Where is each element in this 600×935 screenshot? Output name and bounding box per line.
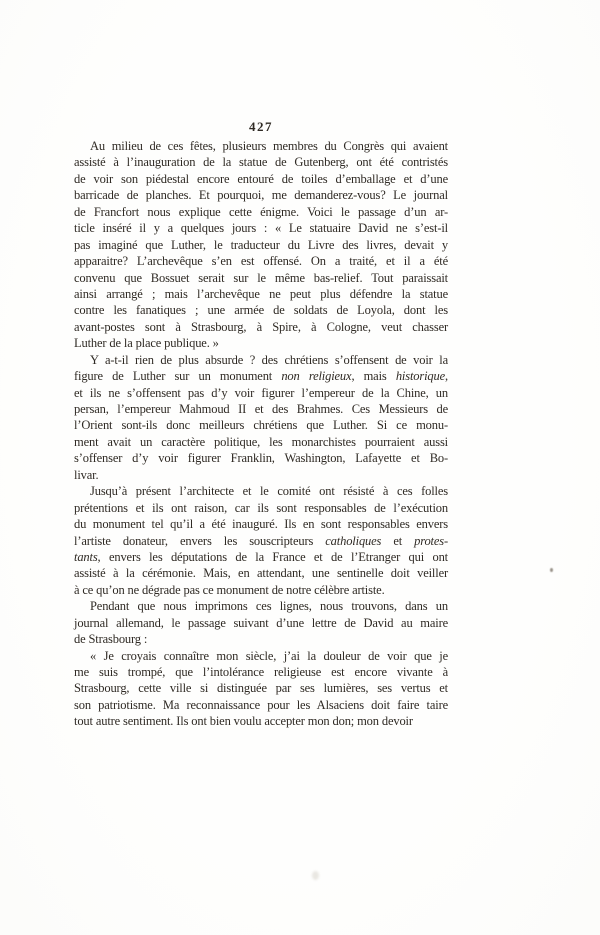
text-line xyxy=(74,237,448,253)
text-segment: contre les fanatiques ; une armée de soldats de Loyola, dont les xyxy=(74,303,448,318)
text-segment: figure de Luther sur un monument xyxy=(74,369,282,384)
text-line xyxy=(74,335,448,351)
text-segment: livar. xyxy=(74,467,99,482)
text-segment: barricade de planches. Et pourquoi, me demanderez-vous? Le journal xyxy=(74,188,448,203)
text-line xyxy=(74,648,448,664)
paragraph xyxy=(74,352,448,484)
text-line xyxy=(74,434,448,450)
italic-text-segment: protes- xyxy=(414,533,448,548)
paragraph xyxy=(74,648,448,730)
text-segment: et ils ne s’offensent pas d’y voir figurer l’empereur de la Chine, un xyxy=(74,385,448,400)
text-line xyxy=(74,582,448,598)
text-segment: , xyxy=(445,369,448,384)
text-line xyxy=(74,286,448,302)
text-segment: pas imaginé que Luther, le traducteur du Livre des livres, devait y xyxy=(74,237,448,252)
text-line xyxy=(74,154,448,170)
text-segment: convenu que Bossuet serait sur le même bas-relief. Tout paraissait xyxy=(74,270,448,285)
text-segment: journal allemand, le passage suivant d’une lettre de David au maire xyxy=(74,615,448,630)
text-segment: l’Orient sont-ils donc meilleurs chrétiens que Luther. Si ce monu- xyxy=(74,418,448,433)
text-line xyxy=(74,549,448,565)
text-segment: de Francfort nous explique cette énigme. Voici le passage d’un ar- xyxy=(74,204,448,219)
text-segment: Au milieu de ces fêtes, plusieurs membres du Congrès qui avaient xyxy=(90,139,448,153)
text-line xyxy=(74,697,448,713)
text-line xyxy=(74,171,448,187)
text-line xyxy=(74,713,448,729)
text-segment: persan, l’empereur Mahmoud II et des Brahmes. Ces Messieurs de xyxy=(74,402,448,416)
text-line xyxy=(74,138,448,154)
text-segment: ainsi arrangé ; mais l’archevêque ne peut plus défendre la statue xyxy=(74,286,448,301)
text-segment: ticle inséré il y a quelques jours : « Le statuaire David ne s’est-il xyxy=(74,221,448,236)
text-line xyxy=(74,220,448,236)
text-segment: Y a-t-il rien de plus absurde ? des chrétiens s’offensent de voir la xyxy=(90,352,448,367)
page-number: 427 xyxy=(249,119,273,134)
text-line xyxy=(74,483,448,499)
text-line xyxy=(74,187,448,203)
text-segment: Jusqu’à présent l’architecte et le comité ont résisté à ces folles xyxy=(90,484,448,499)
text-segment: me suis trompé, que l’intolérance religieuse est encore vivante à xyxy=(74,665,448,679)
text-segment: à ce qu’on ne dégrade pas ce monument de notre célèbre artiste. xyxy=(74,582,385,597)
paragraph xyxy=(74,598,448,647)
text-line xyxy=(74,598,448,614)
text-segment: envers les députations de la France et de l’Etranger qui ont xyxy=(100,549,448,564)
text-line xyxy=(74,680,448,696)
text-segment: prétentions et ils ont raison, car ils sont responsables de l’exécution xyxy=(74,500,448,515)
text-line xyxy=(74,270,448,286)
text-line xyxy=(74,516,448,532)
text-segment: son patriotisme. Ma reconnaissance pour les Alsaciens doit faire taire xyxy=(74,697,448,712)
text-segment: de voir son piédestal encore entouré de toiles d’emballage et d’une xyxy=(74,171,448,186)
text-line xyxy=(74,533,448,549)
text-segment: l’artiste donateur, envers les souscripteurs xyxy=(74,533,326,548)
italic-text-segment: catholiques xyxy=(325,533,382,548)
text-segment: tout autre sentiment. Ils ont bien voulu accepter mon don; mon devoir xyxy=(74,714,413,729)
text-segment: s’offenser d’y voir figurer Franklin, Washington, Lafayette et Bo- xyxy=(74,451,448,466)
paragraph xyxy=(74,483,448,598)
text-line xyxy=(74,500,448,516)
text-segment: du monument tel qu’il a été inauguré. Ils en sont responsables envers xyxy=(74,517,448,532)
text-line xyxy=(74,615,448,631)
text-block xyxy=(74,138,448,730)
text-line xyxy=(74,319,448,335)
text-segment: Pendant que nous imprimons ces lignes, nous trouvons, dans un xyxy=(90,599,448,614)
italic-text-segment: tants, xyxy=(74,549,101,564)
text-line xyxy=(74,450,448,466)
text-segment: , mais xyxy=(351,369,396,384)
text-segment: assisté à l’inauguration de la statue de Gutenberg, ont été contristés xyxy=(74,155,448,170)
text-line xyxy=(74,467,448,483)
text-line xyxy=(74,253,448,269)
text-line xyxy=(74,417,448,433)
text-segment: assisté à la cérémonie. Mais, en attendant, une sentinelle doit veiller xyxy=(74,566,448,581)
text-line xyxy=(74,565,448,581)
text-line xyxy=(74,631,448,647)
text-segment: et xyxy=(381,533,415,548)
text-segment: apparaitre? L’archevêque s’en est offensé. On a traité, et il a été xyxy=(74,254,448,269)
italic-text-segment: non religieux xyxy=(281,369,352,384)
scan-speck xyxy=(550,568,553,572)
text-line xyxy=(74,385,448,401)
text-segment: de Strasbourg : xyxy=(74,632,148,647)
italic-text-segment: historique xyxy=(395,369,446,384)
text-segment: Strasbourg, cette ville si distinguée par ses lumières, ses vertus et xyxy=(74,681,448,696)
text-line xyxy=(74,401,448,417)
text-line xyxy=(74,204,448,220)
text-line xyxy=(74,302,448,318)
text-segment: « Je croyais connaître mon siècle, j’ai la douleur de voir que je xyxy=(90,648,448,663)
scan-speck xyxy=(312,871,319,880)
text-segment: ment avait un caractère politique, les monarchistes pourraient aussi xyxy=(74,434,448,449)
paragraph xyxy=(74,138,448,352)
text-line xyxy=(74,368,448,384)
text-line xyxy=(74,664,448,680)
text-segment: Luther de la place publique. » xyxy=(74,336,219,351)
text-line xyxy=(74,352,448,368)
text-segment: avant-postes sont à Strasbourg, à Spire, à Cologne, veut chasser xyxy=(74,319,448,334)
